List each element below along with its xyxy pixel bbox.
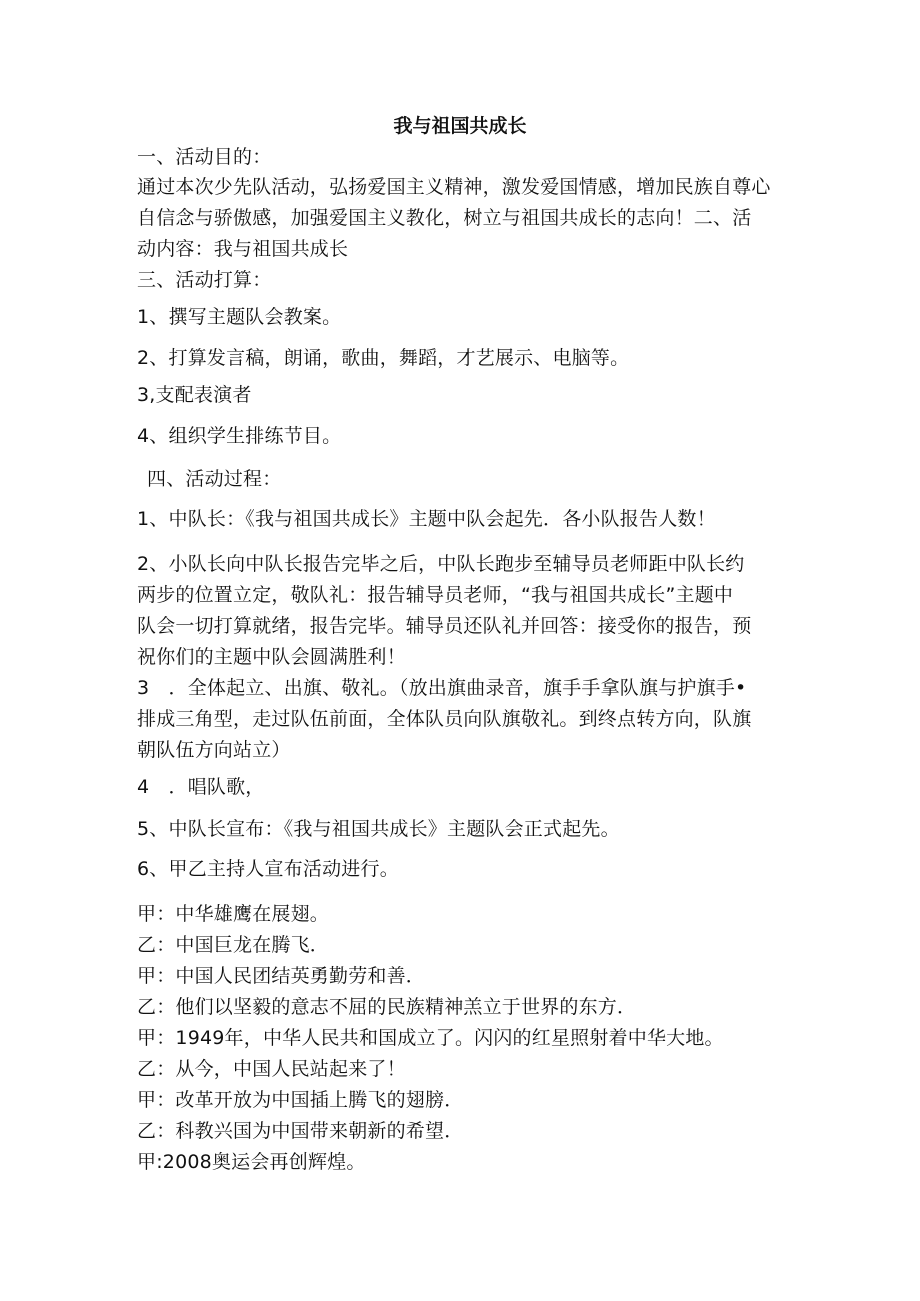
paragraph-line: 2、小队长向中队长报告完毕之后，中队长跑步至辅导员老师距中队长约	[137, 553, 745, 575]
dialogue-line: 乙：从今，中国人民站起来了！	[137, 1058, 406, 1080]
list-item: 2、打算发言稿，朗诵，歌曲，舞蹈，才艺展示、电脑等。	[137, 347, 630, 369]
section-heading-plan: 三、活动打算：	[137, 269, 272, 291]
paragraph-line: 朝队伍方向站立）	[137, 739, 291, 761]
list-item: 1、中队长：《我与祖国共成长》主题中队会起先．各小队报告人数！	[137, 508, 716, 530]
dialogue-line: 甲：改革开放为中国插上腾飞的翅膀．	[137, 1089, 464, 1111]
list-item: 4 ．唱队歌，	[137, 776, 265, 798]
list-item: 6、甲乙主持人宣布活动进行。	[137, 858, 399, 880]
paragraph-line: 队会一切打算就绪，报告完毕。辅导员还队礼并回答：接受你的报告，预	[137, 615, 752, 637]
dialogue-line: 乙：中国巨龙在腾飞．	[137, 934, 330, 956]
list-item: 5、中队长宣布：《我与祖国共成长》主题队会正式起先。	[137, 818, 620, 840]
dialogue-line: 甲:2008奥运会再创辉煌。	[137, 1151, 366, 1173]
list-item: 1、撰写主题队会教案。	[137, 306, 342, 328]
section-heading-purpose: 一、活动目的：	[137, 146, 272, 168]
dialogue-line: 甲：中华雄鹰在展翅。	[137, 903, 330, 925]
document-title: 我与祖国共成长	[393, 115, 527, 137]
paragraph-line: 排成三角型，走过队伍前面，全体队员向队旗敬礼。到终点转方向，队旗	[137, 708, 752, 730]
dialogue-line: 甲：中国人民团结英勇勤劳和善．	[137, 965, 426, 987]
dialogue-line: 乙：科教兴国为中国带来朝新的希望．	[137, 1120, 464, 1142]
section-heading-process: 四、活动过程：	[147, 468, 282, 490]
paragraph-line: 祝你们的主题中队会圆满胜利！	[137, 646, 406, 668]
paragraph-line: 自信念与骄傲感，加强爱国主义教化，树立与祖国共成长的志向！二、活	[137, 207, 752, 229]
dialogue-line: 乙：他们以坚毅的意志不屈的民族精神羔立于世界的东方．	[137, 996, 637, 1018]
dialogue-line: 甲：1949年，中华人民共和国成立了。闪闪的红星照射着中华大地。	[137, 1027, 724, 1049]
paragraph-line: 3 ．全体起立、出旗、敬礼。（放出旗曲录音，旗手手拿队旗与护旗手•	[137, 677, 747, 699]
paragraph-line: 两步的位置立定，敬队礼：报告辅导员老师，“我与祖国共成长”主题中	[137, 584, 734, 606]
paragraph-line: 通过本次少先队活动，弘扬爱国主义精神，激发爱国情感，增加民族自尊心	[137, 176, 771, 198]
list-item: 4、组织学生排练节目。	[137, 425, 342, 447]
list-item: 3,支配表演者	[137, 384, 252, 406]
paragraph-line: 动内容：我与祖国共成长	[137, 238, 349, 260]
